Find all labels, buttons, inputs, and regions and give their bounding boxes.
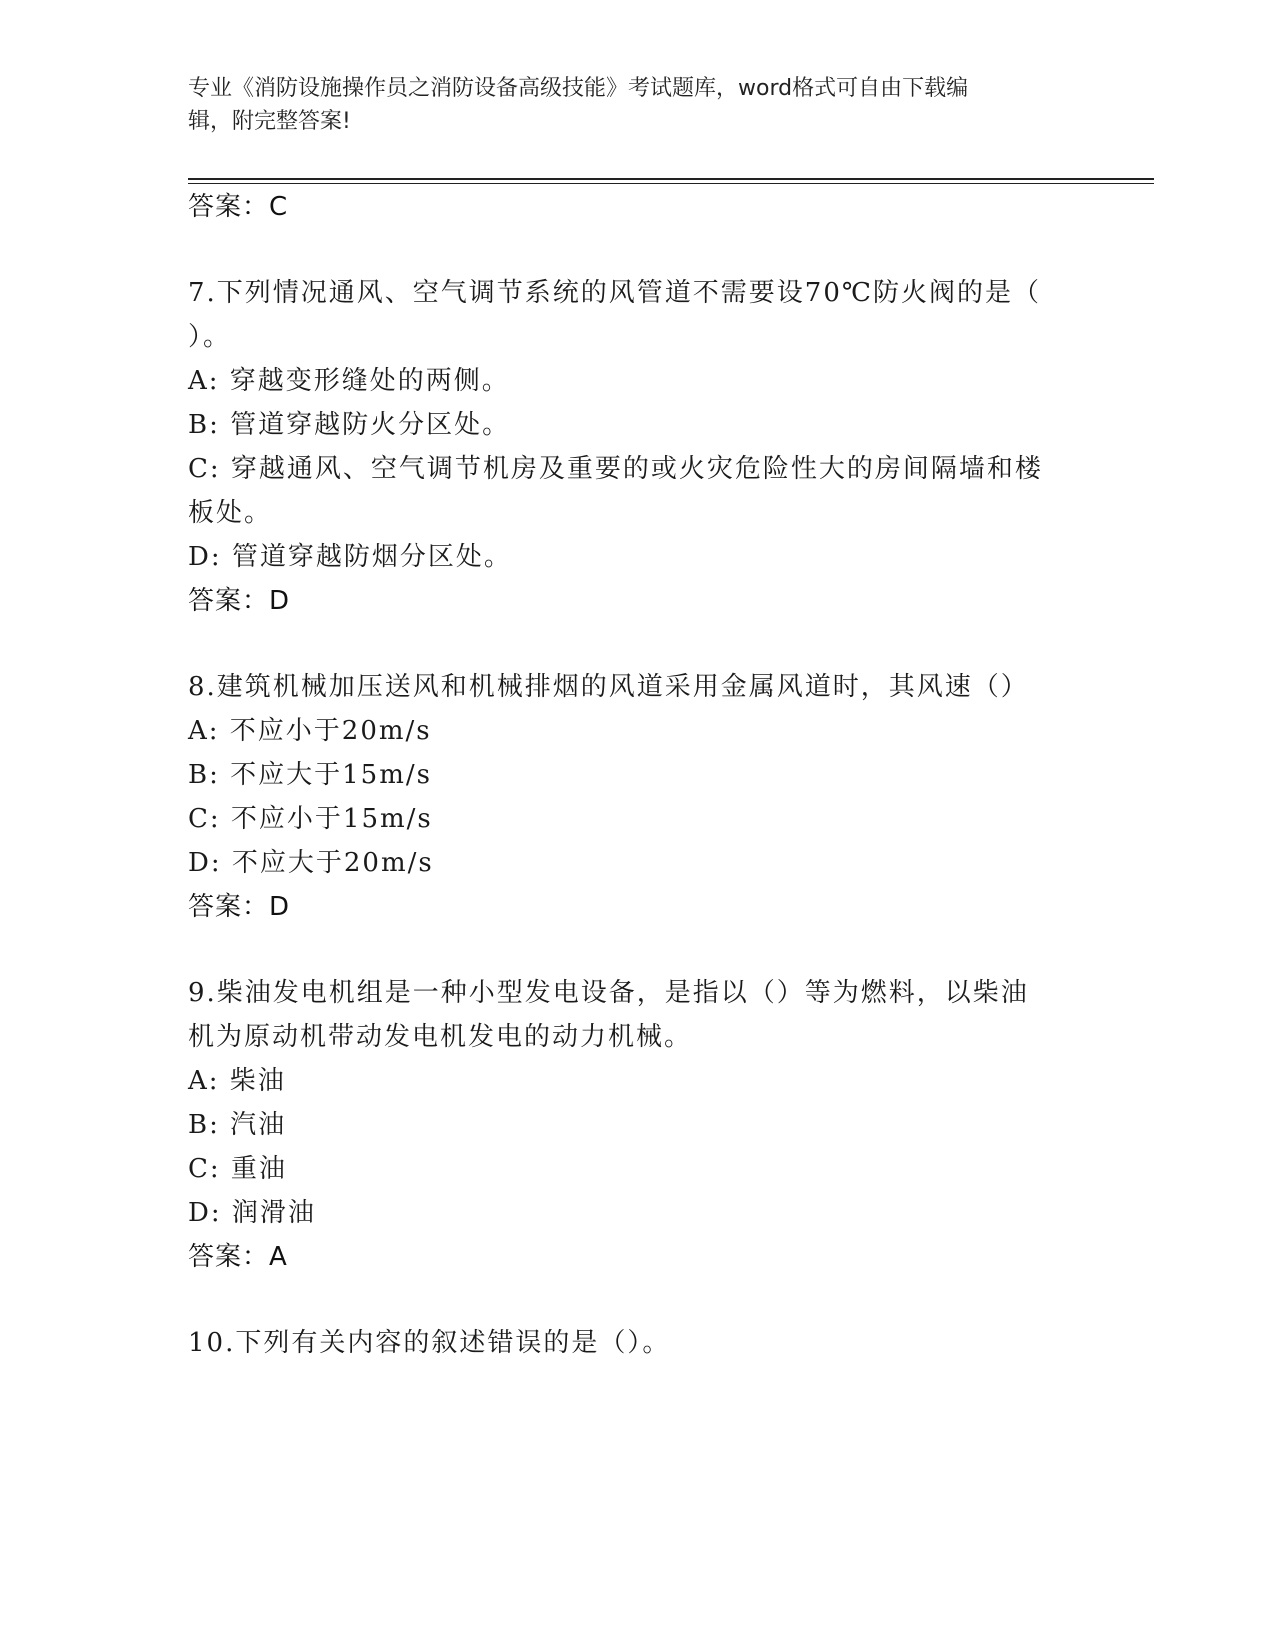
q9-option-d: D: 润滑油 — [188, 1198, 316, 1228]
q8-option-a: A: 不应小于20m/s — [188, 716, 432, 746]
q8-stem: 8.建筑机械加压送风和机械排烟的风道采用金属风道时，其风速（） — [188, 672, 1029, 702]
q9-stem-line-2: 机为原动机带动发电机发电的动力机械。 — [188, 1022, 693, 1052]
q9-option-a: A: 柴油 — [188, 1066, 286, 1096]
q9-stem-line-1: 9.柴油发电机组是一种小型发电设备，是指以（）等为燃料，以柴油 — [188, 978, 1029, 1008]
header-rule-thin — [188, 183, 1154, 184]
header-line-2: 辑，附完整答案! — [188, 109, 351, 134]
q7-stem-line-2: ）。 — [188, 322, 232, 352]
q7-option-d: D: 管道穿越防烟分区处。 — [188, 542, 512, 572]
header-rule-thick — [188, 178, 1154, 180]
q8-option-d: D: 不应大于20m/s — [188, 848, 434, 878]
q6-answer: 答案：C — [188, 192, 289, 222]
q7-answer: 答案：D — [188, 586, 291, 616]
q7-option-a: A: 穿越变形缝处的两侧。 — [188, 366, 510, 396]
q10-stem: 10.下列有关内容的叙述错误的是（）。 — [188, 1328, 671, 1358]
header-line-1: 专业《消防设施操作员之消防设备高级技能》考试题库，word格式可自由下载编 — [188, 76, 969, 101]
q8-option-b: B: 不应大于15m/s — [188, 760, 432, 790]
q7-option-c-line-1: C: 穿越通风、空气调节机房及重要的或火灾危险性大的房间隔墙和楼 — [188, 454, 1043, 484]
q7-stem-line-1: 7.下列情况通风、空气调节系统的风管道不需要设70℃防火阀的是（ — [188, 278, 1041, 308]
q9-option-c: C: 重油 — [188, 1154, 287, 1184]
q9-answer: 答案：A — [188, 1242, 288, 1272]
page-header — [188, 72, 1068, 138]
q8-option-c: C: 不应小于15m/s — [188, 804, 433, 834]
q7-option-c-line-2: 板处。 — [188, 498, 273, 528]
q8-answer: 答案：D — [188, 892, 291, 922]
q9-option-b: B: 汽油 — [188, 1110, 287, 1140]
q7-option-b: B: 管道穿越防火分区处。 — [188, 410, 511, 440]
